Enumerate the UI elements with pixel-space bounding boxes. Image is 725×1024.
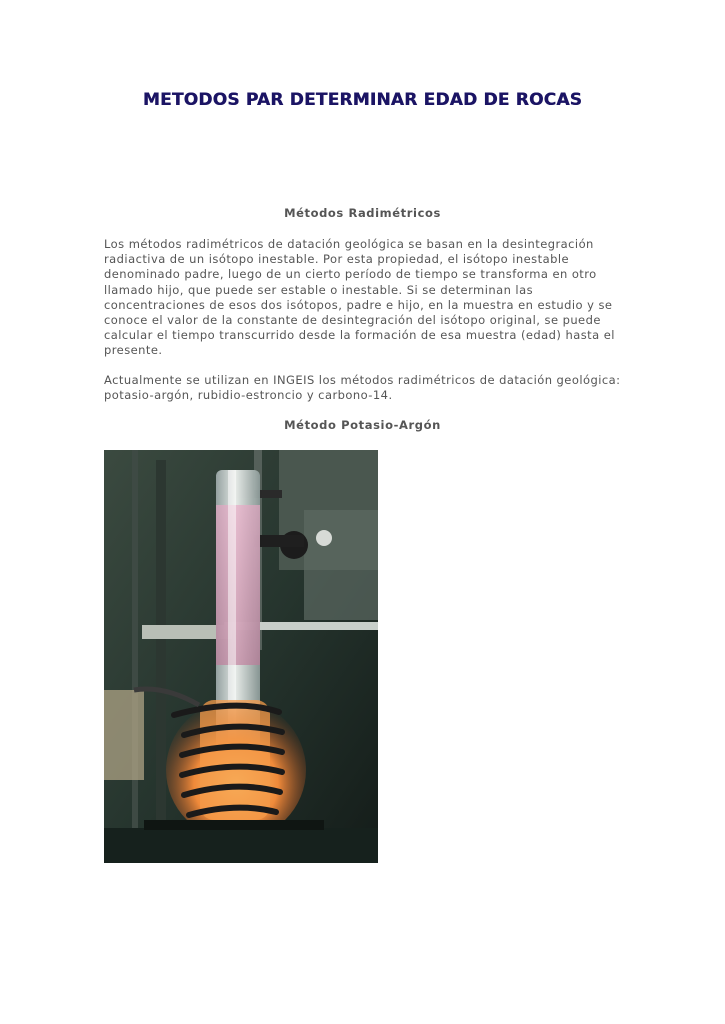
section-heading-radimetricos: Métodos Radimétricos <box>284 206 441 220</box>
page-title: METODOS PAR DETERMINAR EDAD DE ROCAS <box>142 90 583 110</box>
section-heading-potasio-argon: Método Potasio-Argón <box>284 418 441 432</box>
paragraph-ingeis-methods: Actualmente se utilizan en INGEIS los métodos radimétricos de datación geológica: potasio-argón, rubidio-estroncio y carbono-14. <box>104 373 621 403</box>
paragraph-intro: Los métodos radimétricos de datación geológica se basan en la desintegración radiactiva de un isótopo inestable. Por esta propiedad, el isótopo inestable denominado padre, luego de un cierto período de tiempo se transforma en otro llamado hijo, que puede ser estable o inestable. Si se determinan las concentraciones de esos dos isótopos, padre e hijo, en la muestra en estudio y se conoce el valor de la constante de desintegración del isótopo original, se puede calcular el tiempo transcurrido desde la formación de esa muestra (edad) hasta el presente. <box>104 237 615 358</box>
lab-apparatus-photo <box>104 450 378 863</box>
